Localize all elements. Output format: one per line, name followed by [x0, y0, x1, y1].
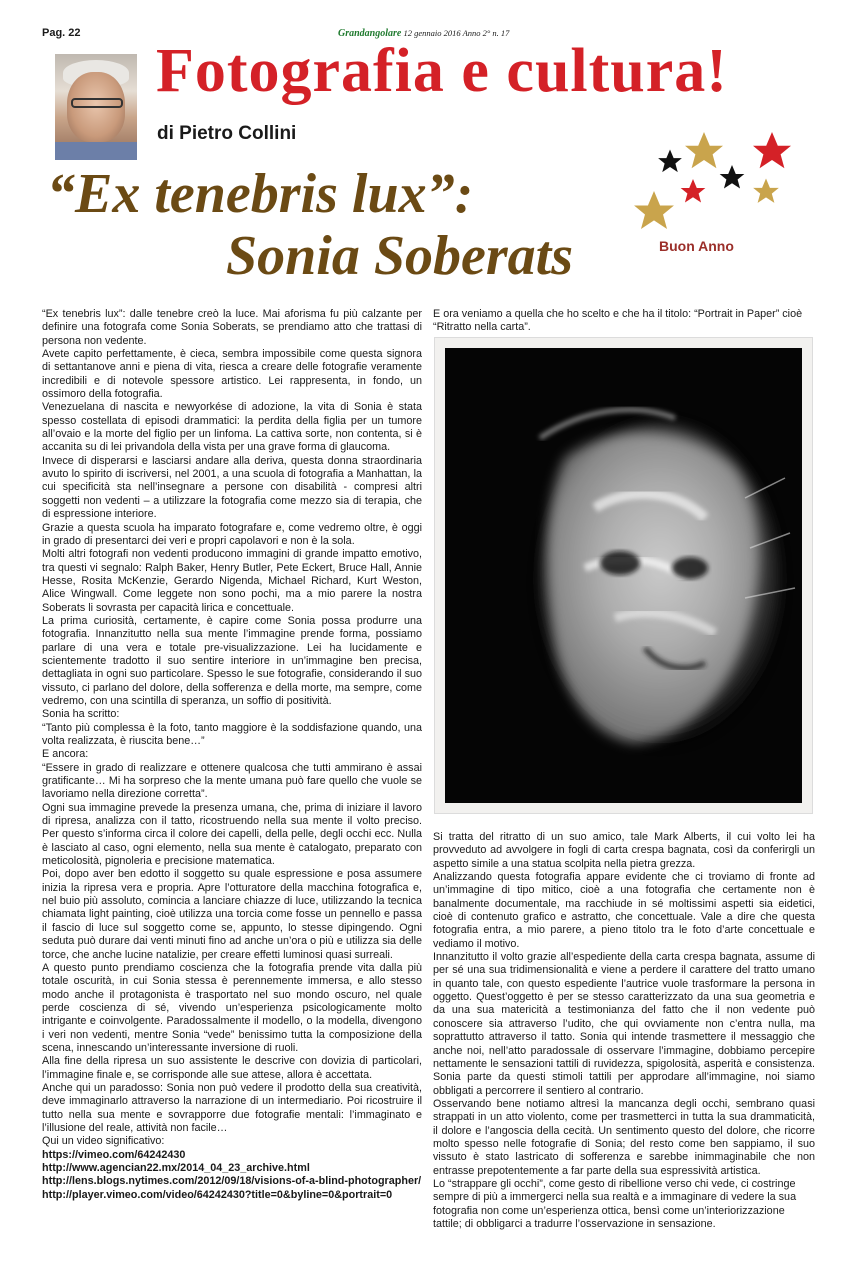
paragraph: Innanzitutto il volto grazie all’espediente della carta crespa bagnata, assume di per sé una sua tridimensionalità e viene a perdere il carattere del tratto umano in quanto tale, con questo espediente l’autrice vuole trasformare la persona in oggetto. Quest’oggetto è per se stesso caratterizzato da una sua geometria e da una sua matericità a testimonianza del fatto che il non vedente può conoscere sia attraverso l’udito, che qui ovviamente non c’entra nulla, ma soprattutto attraverso il tatto. Sonia qui intende trasmettere il messaggio che anche noi, nell’atto paradossale di osservare l’immagine, dobbiamo percepire nettamente le sensazioni tattili di ruvidezza, spigolosità, asperità e consistenza. Sonia parte da questi stimoli tattili per approdare all’immagine, noi siamo obbligati a percorrere il sentiero al contrario.: [433, 951, 815, 1097]
paragraph: E ancora:: [42, 748, 89, 761]
paragraph: Analizzando questa fotografia appare evidente che ci troviamo di fronte ad un’immagine di tipo mitico, cioè a una fotografia che certamente non è banalmente documentale, ma racchiude in sé moltissimi aspetti sia eidetici, cioè di contenuto grafico e astratto, che concettuale. Vale a dire che questa fotografia entra, a mio parere, a pieno titolo tra le foto d’arte concettuale e vediamo il motivo.: [433, 871, 815, 950]
stars-decoration: [628, 126, 808, 236]
quote: “Tanto più complessa è la foto, tanto maggiore è la soddisfazione quando, una volta realizzata, è riuscita bene…”: [42, 721, 422, 747]
byline: di Pietro Collini: [157, 123, 297, 144]
star-icon: [685, 132, 723, 168]
issue-info: 12 gennaio 2016 Anno 2° n. 17: [403, 28, 510, 38]
paragraph: Si tratta del ritratto di un suo amico, tale Mark Alberts, il cui volto lei ha provveduto ad avvolgere in fogli di carta crespa bagnata, così da conferirgli un aspetto simile a una statua scolpita nella pietra grezza.: [433, 831, 815, 870]
section-title: Fotografia e cultura!: [156, 37, 728, 105]
headline-line1: “Ex tenebris lux”:: [47, 163, 474, 225]
player-link[interactable]: http://player.vimeo.com/video/64242430?title=0&byline=0&portrait=0: [42, 1188, 393, 1201]
star-icon: [658, 150, 682, 173]
paragraph: A questo punto prendiamo coscienza che la fotografia prende vita dalla più totale oscurità, in cui Sonia stessa è perennemente immersa, e allo stesso modo anche il protagonista è trasportato nel suo mondo oscuro, nel quale perde coscienza di sé, vivendo un’esperienza psicologicamente molto intrigante e coinvolgente. Paradossalmente il modello, o la modella, divengono i veri non vedenti, mentre Sonia “vede” benissimo tutta la composizione della scena, innescando un’interessante inversione di ruoli.: [42, 961, 422, 1054]
paragraph: Molti altri fotografi non vedenti producono immagini di grande impatto emotivo, tra questi vi segnalo: Ralph Baker, Henry Butler, Pete Eckert, Bruce Hall, Annie Hesse, Rosita McKenzie, Gerardo Nigenda, Michael Richard, Kurt Weston, Alice Wingwall. Come leggete non sono pochi, ma a mio parere la nostra Soberats li sovrasta per capacità lirica e concettuale.: [42, 548, 422, 614]
star-icon: [681, 179, 706, 203]
page-number: Pag. 22: [42, 27, 81, 39]
headline-line2: Sonia Soberats: [226, 225, 573, 287]
paragraph: Osservando bene notiamo altresì la mancanza degli occhi, sembrano quasi strappati in un atto violento, come per trasmetterci in tutta la sua drammaticità, il dolore e l’angoscia della cecità. Un sentimento questo del dolore, che ricorre molto spesso nelle fotografie di Sonia; del resto come ben sappiamo, il suo vissuto è stato lastricato di sofferenza e sarebbe inimmaginabile che non entrasse prepotentemente a far parte della sua espressività artistica.: [433, 1097, 815, 1177]
publication-name: Grandangolare: [338, 28, 402, 39]
star-icon: [753, 179, 779, 203]
archive-link[interactable]: http://www.agencian22.mx/2014_04_23_archive.html: [42, 1162, 310, 1174]
paragraph: Venezuelana di nascita e newyorkése di adozione, la vita di Sonia è stata spesso costellata di episodi drammatici: la perdita della figlia per un tumore all’ovaio e la morte del figlio per un linfoma. La cattiva sorte, non contenta, si è accanita su di lei privandola della vista per una grave forma di glaucoma.: [42, 401, 422, 454]
paragraph: Lo “strappare gli occhi”, come gesto di ribellione verso chi vede, ci costringe sempre di più a immergerci nella sua realtà e a immaginare di vedere la sua fotografia non come un’esperienza ottica, bensì come un’interiorizzazione tattile; di obbligarci a tradurre l’osservazione in sensazione.: [433, 1177, 797, 1230]
paragraph: Poi, dopo aver ben edotto il soggetto su quale espressione e posa assumere inizia la ripresa vera e propria. Apre l’otturatore della macchina fotografica e, nel buio più assoluto, comincia a lanciare chiazze di luce, utilizzando la tecnica chiamata light painting, cioè utilizza una torcia come fosse un pennello e passa il fascio di luce sul soggetto come se, appunto, lo stesse dipingendo. Ogni seduta può durare dai venti minuti fino ad anche un’ora o più e utilizza sia delle torce, che anche lucine natalizie, per creare effetti luminosi quasi surreali.: [42, 868, 422, 961]
right-column-body: [433, 831, 815, 1231]
paragraph: Ogni sua immagine prevede la presenza umana, che, prima di iniziare il lavoro di ripresa, analizza con il tatto, ricostruendo nella sua mente il volto preciso. Per questo s’informa circa il colore dei capelli, della pelle, degli occhi ecc. Nulla è lasciato al caso, ogni elemento, nella sua mente è catalogato, preparato con meticolosità, pignoleria e precisione matematica.: [42, 801, 422, 868]
nytimes-link[interactable]: http://lens.blogs.nytimes.com/2012/09/18/visions-of-a-blind-photographer/: [42, 1175, 422, 1188]
author-portrait: [55, 54, 137, 160]
greeting: Buon Anno: [659, 238, 734, 254]
paragraph: E ora veniamo a quella che ho scelto e che ha il titolo: “Portrait in Paper” cioè “Ritratto nella carta”.: [433, 308, 803, 334]
paragraph: Anche qui un paradosso: Sonia non può vedere il prodotto della sua creatività, deve immaginarlo attraverso la narrazione di un intermediario. Poi ricostruire il tutto nella sua mente e sovrapporre due fotografie mentali: l’immaginato e l’illusione del reale, attività non facile…: [42, 1081, 422, 1134]
paragraph: Sonia ha scritto:: [42, 708, 120, 721]
star-icon: [720, 165, 745, 189]
paragraph: Alla fine della ripresa un suo assistente le descrive con dovizia di particolari, l’immagine finale e, se corrisponde alle sue attese, allora è accettata.: [42, 1055, 422, 1081]
paragraph: “Ex tenebris lux”: dalle tenebre creò la luce. Mai aforisma fu più calzante per definire una fotografa come Sonia Soberats, se prendiamo atto che trattasi di persona non vedente.: [42, 308, 422, 347]
right-column-intro: [433, 308, 815, 335]
left-column: [42, 308, 422, 1202]
paragraph: Invece di disperarsi e lasciarsi andare alla deriva, questa donna straordinaria avuto lo spirito di iscriversi, nel 2001, a una scuola di fotografia a Manhattan, la cui specificità sta nell’insegnare a persone con disabilità - compresi altri soggetti non vedenti – a utilizzare la fotografia come mezzo sia di terapia, che di espressione interiore.: [42, 454, 422, 521]
star-icon: [634, 191, 674, 229]
star-icon: [753, 132, 791, 168]
quote: “Essere in grado di realizzare e ottenere qualcosa che tutti ammirano è assai gratificante… Mi ha sorpreso che la mente umana può fare quello che vuole se lavoriamo nella direzione corretta”.: [42, 761, 422, 801]
paragraph: Qui un video significativo:: [42, 1135, 165, 1148]
portrait-in-paper-photo: [434, 337, 813, 814]
paragraph: Avete capito perfettamente, è cieca, sembra impossibile come questa signora di settantanove anni e piena di vita, riesca a creare delle fotografie veramente incredibili e di notevole spessore artistico. Lei rappresenta, in fondo, un ossimoro della fotografia.: [42, 348, 422, 401]
paragraph: La prima curiosità, certamente, è capire come Sonia possa produrre una fotografia. Innanzitutto nella sua mente l’immagine prende forma, possiamo parlare di una vera e totale pre-visualizzazione. Lei ha lucidamente e scientemente tradotto il suo sentire interiore in un’immagine ben precisa, dettagliata in ogni suo particolare. Spesso le sue fotografie, considerando il suo vissuto, ci parlano del dolore, della sofferenza e della morte, ma sempre, come vedremo, con una scintilla di speranza, un soffio di positività.: [42, 614, 422, 707]
video-link[interactable]: https://vimeo.com/64242430: [42, 1148, 186, 1161]
paragraph: Grazie a questa scuola ha imparato fotografare e, come vedremo oltre, è oggi in grado di presentarci dei veri e propri capolavori e non è la sola.: [42, 521, 422, 547]
